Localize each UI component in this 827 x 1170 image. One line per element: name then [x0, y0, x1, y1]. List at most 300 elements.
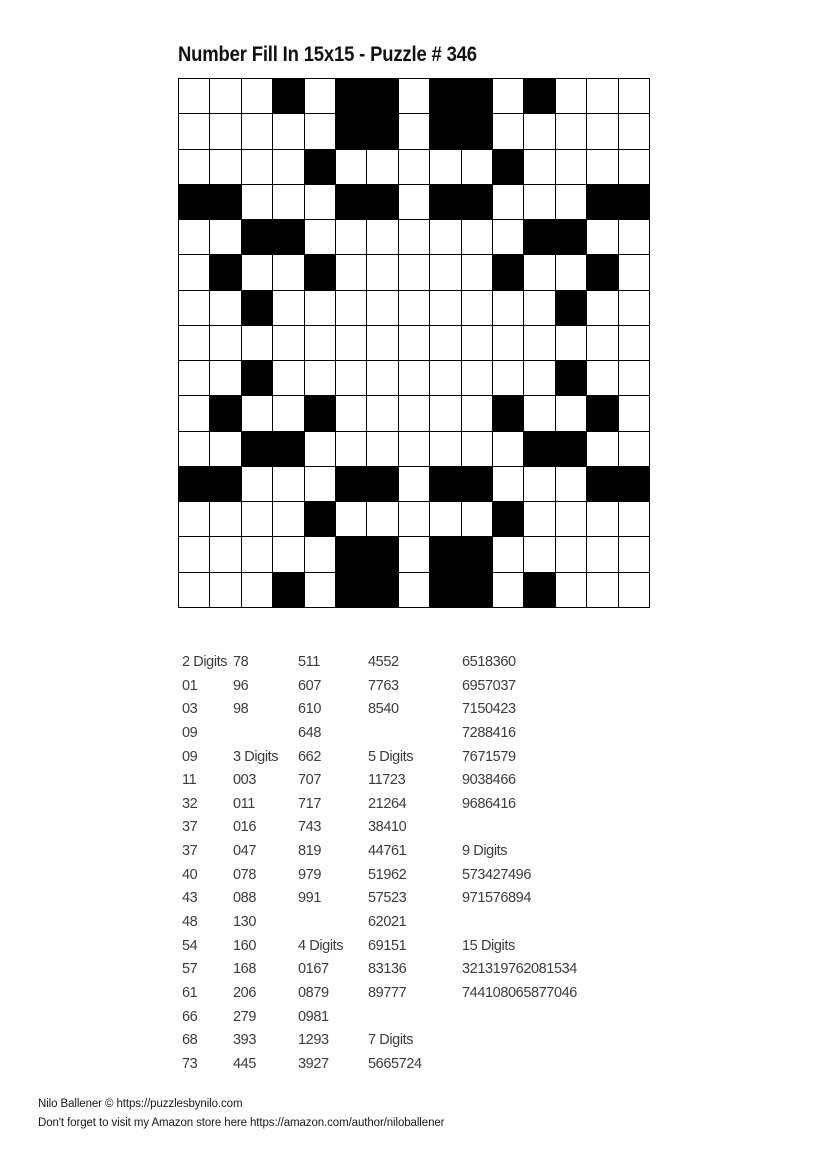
grid-cell-black — [524, 220, 554, 254]
grid-cell-black — [210, 467, 240, 501]
grid-cell[interactable] — [305, 537, 335, 571]
grid-cell[interactable] — [493, 291, 523, 325]
grid-cell[interactable] — [399, 537, 429, 571]
clue-entry: 51962 — [368, 866, 407, 883]
grid-cell[interactable] — [336, 150, 366, 184]
grid-cell[interactable] — [242, 537, 272, 571]
grid-cell[interactable] — [587, 537, 617, 571]
clue-entry: 98 — [233, 701, 249, 718]
grid-cell-black — [367, 185, 397, 219]
grid-cell[interactable] — [587, 79, 617, 113]
grid-cell[interactable] — [462, 150, 492, 184]
clue-entry: 38410 — [368, 819, 407, 836]
clue-entry: 744108065877046 — [462, 984, 577, 1001]
clue-entry: 573427496 — [462, 866, 531, 883]
grid-cell[interactable] — [336, 361, 366, 395]
clue-entry: 819 — [298, 843, 321, 860]
grid-cell[interactable] — [587, 326, 617, 360]
grid-cell[interactable] — [619, 255, 649, 289]
grid-cell[interactable] — [305, 220, 335, 254]
grid-cell[interactable] — [210, 79, 240, 113]
grid-cell[interactable] — [430, 396, 460, 430]
grid-cell[interactable] — [367, 255, 397, 289]
grid-cell[interactable] — [556, 114, 586, 148]
clue-entry: 1293 — [298, 1032, 329, 1049]
grid-cell[interactable] — [556, 573, 586, 607]
grid-cell[interactable] — [179, 396, 209, 430]
grid-cell[interactable] — [619, 432, 649, 466]
clue-entry: 0167 — [298, 961, 329, 978]
grid-cell[interactable] — [210, 326, 240, 360]
grid-cell[interactable] — [179, 502, 209, 536]
grid-cell[interactable] — [619, 291, 649, 325]
grid-cell-black — [493, 255, 523, 289]
grid-cell-black — [179, 185, 209, 219]
grid-cell[interactable] — [556, 326, 586, 360]
grid-cell-black — [367, 537, 397, 571]
clue-entry: 5665724 — [368, 1055, 422, 1072]
grid-cell[interactable] — [367, 502, 397, 536]
grid-cell[interactable] — [524, 291, 554, 325]
grid-cell[interactable] — [462, 361, 492, 395]
grid-cell[interactable] — [619, 573, 649, 607]
grid-cell[interactable] — [305, 79, 335, 113]
grid-cell[interactable] — [273, 255, 303, 289]
grid-cell[interactable] — [273, 114, 303, 148]
clue-spacer — [368, 1006, 422, 1030]
grid-cell[interactable] — [336, 220, 366, 254]
grid-cell-black — [273, 573, 303, 607]
clue-entry: 9038466 — [462, 772, 516, 789]
grid-cell[interactable] — [619, 326, 649, 360]
clue-entry: 6518360 — [462, 654, 516, 670]
grid-cell[interactable] — [619, 361, 649, 395]
grid-cell[interactable] — [462, 220, 492, 254]
grid-cell[interactable] — [242, 502, 272, 536]
clue-spacer — [462, 1053, 577, 1077]
grid-cell[interactable] — [524, 150, 554, 184]
grid-cell[interactable] — [430, 361, 460, 395]
grid-cell[interactable] — [556, 79, 586, 113]
clue-column — [462, 651, 577, 1077]
grid-cell-black — [210, 255, 240, 289]
grid-cell[interactable] — [210, 150, 240, 184]
grid-cell[interactable] — [399, 502, 429, 536]
clue-entry: 37 — [182, 819, 198, 836]
grid-cell[interactable] — [399, 326, 429, 360]
grid-cell[interactable] — [179, 220, 209, 254]
clue-column — [298, 651, 343, 1077]
grid-cell[interactable] — [305, 326, 335, 360]
clue-group-header: 5 Digits — [368, 748, 414, 765]
grid-cell[interactable] — [179, 114, 209, 148]
grid-cell-black — [462, 79, 492, 113]
grid-cell-black — [242, 291, 272, 325]
grid-cell[interactable] — [556, 467, 586, 501]
grid-cell[interactable] — [493, 326, 523, 360]
grid-cell-black — [493, 502, 523, 536]
clue-group-header: 3 Digits — [233, 748, 279, 765]
grid-cell[interactable] — [399, 361, 429, 395]
grid-cell[interactable] — [556, 396, 586, 430]
grid-cell-black — [619, 467, 649, 501]
grid-cell[interactable] — [399, 185, 429, 219]
clue-entry: 393 — [233, 1032, 256, 1049]
grid-cell[interactable] — [210, 361, 240, 395]
grid-cell-black — [336, 467, 366, 501]
grid-cell[interactable] — [399, 255, 429, 289]
grid-cell[interactable] — [242, 326, 272, 360]
grid-cell[interactable] — [619, 502, 649, 536]
grid-cell[interactable] — [179, 537, 209, 571]
grid-cell[interactable] — [493, 432, 523, 466]
clue-entry: 73 — [182, 1055, 198, 1072]
grid-cell[interactable] — [210, 537, 240, 571]
grid-cell[interactable] — [242, 114, 272, 148]
grid-cell-black — [556, 432, 586, 466]
grid-cell[interactable] — [210, 573, 240, 607]
grid-cell-black — [305, 502, 335, 536]
clue-entry: 7671579 — [462, 748, 516, 765]
clue-entry: 11 — [182, 772, 197, 789]
grid-cell[interactable] — [587, 220, 617, 254]
clue-column — [233, 651, 278, 1077]
grid-cell[interactable] — [305, 432, 335, 466]
clue-spacer — [368, 722, 422, 746]
clue-entry: 21264 — [368, 795, 407, 812]
grid-cell[interactable] — [336, 326, 366, 360]
clue-entry: 48 — [182, 914, 198, 931]
clue-entry: 088 — [233, 890, 256, 907]
clue-entry: 445 — [233, 1055, 256, 1072]
grid-cell[interactable] — [619, 79, 649, 113]
grid-cell[interactable] — [430, 150, 460, 184]
grid-cell[interactable] — [305, 467, 335, 501]
grid-cell-black — [242, 432, 272, 466]
grid-cell[interactable] — [399, 432, 429, 466]
grid-cell[interactable] — [399, 396, 429, 430]
grid-cell[interactable] — [399, 291, 429, 325]
grid-cell[interactable] — [367, 326, 397, 360]
grid-cell-black — [524, 573, 554, 607]
clue-entry: 511 — [298, 654, 320, 670]
grid-cell[interactable] — [210, 220, 240, 254]
grid-cell[interactable] — [587, 150, 617, 184]
clue-entry: 707 — [298, 772, 321, 789]
grid-cell-black — [556, 361, 586, 395]
clue-spacer — [462, 911, 577, 935]
grid-cell-black — [587, 185, 617, 219]
clue-entry: 43 — [182, 890, 198, 907]
grid-cell-black — [430, 114, 460, 148]
grid-cell[interactable] — [273, 361, 303, 395]
clue-entry: 047 — [233, 843, 256, 860]
grid-cell[interactable] — [242, 467, 272, 501]
grid-cell[interactable] — [462, 432, 492, 466]
grid-cell[interactable] — [273, 291, 303, 325]
grid-cell-black — [305, 396, 335, 430]
grid-cell-black — [619, 185, 649, 219]
clue-entry: 78 — [233, 654, 249, 670]
grid-cell[interactable] — [493, 220, 523, 254]
grid-cell[interactable] — [556, 502, 586, 536]
clue-group-header: 2 Digits — [182, 654, 228, 670]
clue-spacer — [462, 816, 577, 840]
grid-cell[interactable] — [493, 79, 523, 113]
clue-entry: 717 — [298, 795, 321, 812]
grid-cell[interactable] — [305, 573, 335, 607]
grid-cell[interactable] — [524, 114, 554, 148]
grid-cell[interactable] — [242, 79, 272, 113]
grid-cell[interactable] — [619, 537, 649, 571]
grid-cell[interactable] — [367, 432, 397, 466]
grid-cell[interactable] — [367, 150, 397, 184]
clue-entry: 69151 — [368, 937, 407, 954]
grid-cell[interactable] — [619, 220, 649, 254]
grid-cell[interactable] — [524, 467, 554, 501]
grid-cell-black — [462, 114, 492, 148]
grid-cell[interactable] — [462, 396, 492, 430]
grid-cell[interactable] — [524, 185, 554, 219]
grid-cell[interactable] — [399, 573, 429, 607]
clue-entry: 168 — [233, 961, 256, 978]
clue-entry: 9686416 — [462, 795, 516, 812]
clue-entry: 6957037 — [462, 677, 516, 694]
clue-entry: 3927 — [298, 1055, 329, 1072]
grid-cell[interactable] — [179, 361, 209, 395]
clue-entry: 89777 — [368, 984, 407, 1001]
clue-entry: 0879 — [298, 984, 329, 1001]
grid-cell[interactable] — [179, 79, 209, 113]
clue-entry: 09 — [182, 724, 198, 741]
clue-entry: 011 — [233, 795, 255, 812]
grid-cell[interactable] — [273, 467, 303, 501]
grid-cell[interactable] — [524, 255, 554, 289]
clue-entry: 7763 — [368, 677, 399, 694]
grid-cell[interactable] — [179, 291, 209, 325]
grid-cell-black — [273, 220, 303, 254]
grid-cell[interactable] — [493, 114, 523, 148]
clue-entry: 11723 — [368, 772, 406, 789]
clue-entry: 078 — [233, 866, 256, 883]
grid-cell[interactable] — [493, 361, 523, 395]
grid-cell[interactable] — [399, 114, 429, 148]
grid-cell[interactable] — [179, 255, 209, 289]
grid-cell[interactable] — [242, 396, 272, 430]
grid-cell[interactable] — [336, 396, 366, 430]
clue-entry: 83136 — [368, 961, 407, 978]
clue-entry: 130 — [233, 914, 256, 931]
grid-cell[interactable] — [179, 573, 209, 607]
grid-cell[interactable] — [242, 185, 272, 219]
grid-cell[interactable] — [179, 432, 209, 466]
grid-cell-black — [336, 185, 366, 219]
clue-entry: 32 — [182, 795, 198, 812]
clue-spacer — [462, 1006, 577, 1030]
grid-cell[interactable] — [587, 114, 617, 148]
clue-entry: 01 — [182, 677, 198, 694]
grid-cell[interactable] — [305, 185, 335, 219]
clue-entry: 971576894 — [462, 890, 531, 907]
grid-cell-black — [367, 467, 397, 501]
grid-cell-black — [305, 150, 335, 184]
grid-cell[interactable] — [273, 326, 303, 360]
grid-cell-black — [430, 79, 460, 113]
grid-cell[interactable] — [462, 326, 492, 360]
grid-cell[interactable] — [367, 361, 397, 395]
grid-cell[interactable] — [273, 502, 303, 536]
footer-author-line: Nilo Ballener © https://puzzlesbynilo.com — [38, 1098, 243, 1110]
clue-entry: 7288416 — [462, 724, 516, 741]
clue-entry: 40 — [182, 866, 198, 883]
grid-cell[interactable] — [399, 220, 429, 254]
grid-cell-black — [273, 432, 303, 466]
grid-cell[interactable] — [179, 326, 209, 360]
clue-column — [368, 651, 422, 1077]
grid-cell-black — [462, 537, 492, 571]
clue-entry: 66 — [182, 1008, 198, 1025]
grid-cell[interactable] — [273, 396, 303, 430]
grid-cell[interactable] — [399, 467, 429, 501]
clue-entry: 648 — [298, 724, 321, 741]
grid-cell[interactable] — [179, 150, 209, 184]
grid-cell-black — [462, 185, 492, 219]
puzzle-title: Number Fill In 15x15 - Puzzle # 346 — [178, 43, 477, 66]
grid-cell[interactable] — [524, 537, 554, 571]
grid-cell-black — [556, 220, 586, 254]
grid-cell-black — [242, 361, 272, 395]
grid-cell[interactable] — [524, 502, 554, 536]
grid-cell[interactable] — [524, 396, 554, 430]
grid-cell-black — [524, 432, 554, 466]
grid-cell[interactable] — [273, 185, 303, 219]
grid-cell[interactable] — [493, 185, 523, 219]
grid-cell-black — [462, 467, 492, 501]
grid-cell[interactable] — [336, 432, 366, 466]
grid-cell[interactable] — [524, 361, 554, 395]
grid-cell[interactable] — [619, 114, 649, 148]
grid-cell[interactable] — [399, 79, 429, 113]
grid-cell-black — [336, 537, 366, 571]
clue-entry: 54 — [182, 937, 198, 954]
grid-cell[interactable] — [273, 150, 303, 184]
grid-cell[interactable] — [493, 573, 523, 607]
grid-cell[interactable] — [493, 467, 523, 501]
footer-store-line: Don't forget to visit my Amazon store here https://amazon.com/author/niloballener — [38, 1117, 445, 1129]
grid-cell[interactable] — [556, 255, 586, 289]
grid-cell[interactable] — [524, 326, 554, 360]
grid-cell[interactable] — [619, 396, 649, 430]
clue-spacer — [298, 911, 343, 935]
grid-cell[interactable] — [273, 537, 303, 571]
grid-cell[interactable] — [305, 114, 335, 148]
grid-cell[interactable] — [305, 361, 335, 395]
clue-column — [182, 651, 227, 1077]
clue-group-header: 4 Digits — [298, 937, 344, 954]
grid-cell-black — [367, 573, 397, 607]
grid-cell[interactable] — [210, 114, 240, 148]
grid-cell[interactable] — [587, 573, 617, 607]
clue-entry: 62021 — [368, 914, 407, 931]
grid-cell-black — [587, 396, 617, 430]
grid-cell[interactable] — [587, 502, 617, 536]
grid-cell[interactable] — [242, 150, 272, 184]
grid-cell[interactable] — [587, 432, 617, 466]
grid-cell[interactable] — [619, 150, 649, 184]
grid-cell[interactable] — [493, 537, 523, 571]
clue-entry: 279 — [233, 1008, 256, 1025]
grid-cell[interactable] — [587, 291, 617, 325]
clue-group-header: 7 Digits — [368, 1032, 414, 1049]
grid-cell-black — [336, 79, 366, 113]
grid-cell[interactable] — [336, 291, 366, 325]
grid-cell[interactable] — [367, 291, 397, 325]
grid-cell[interactable] — [556, 537, 586, 571]
clue-entry: 37 — [182, 843, 198, 860]
clue-entry: 44761 — [368, 843, 407, 860]
grid-cell[interactable] — [430, 220, 460, 254]
grid-cell[interactable] — [242, 573, 272, 607]
grid-cell[interactable] — [242, 255, 272, 289]
clue-entry: 57 — [182, 961, 198, 978]
clue-entry: 09 — [182, 748, 198, 765]
grid-cell-black — [430, 537, 460, 571]
grid-cell-black — [430, 573, 460, 607]
grid-cell-black — [367, 114, 397, 148]
grid-cell-black — [179, 467, 209, 501]
grid-cell-black — [587, 255, 617, 289]
grid-cell[interactable] — [305, 291, 335, 325]
grid-cell[interactable] — [430, 326, 460, 360]
grid-cell-black — [556, 291, 586, 325]
clue-entry: 016 — [233, 819, 256, 836]
grid-cell[interactable] — [462, 502, 492, 536]
grid-cell[interactable] — [462, 255, 492, 289]
grid-cell-black — [493, 150, 523, 184]
grid-cell[interactable] — [367, 396, 397, 430]
grid-cell[interactable] — [430, 255, 460, 289]
grid-cell[interactable] — [210, 502, 240, 536]
clue-entry: 7150423 — [462, 701, 516, 718]
grid-cell-black — [430, 467, 460, 501]
grid-cell[interactable] — [399, 150, 429, 184]
clue-entry: 57523 — [368, 890, 407, 907]
grid-cell-black — [336, 114, 366, 148]
grid-cell[interactable] — [430, 502, 460, 536]
grid-cell[interactable] — [210, 432, 240, 466]
grid-cell[interactable] — [430, 432, 460, 466]
grid-cell[interactable] — [556, 185, 586, 219]
grid-cell[interactable] — [556, 150, 586, 184]
grid-cell-black — [210, 396, 240, 430]
grid-cell-black — [493, 396, 523, 430]
clue-entry: 96 — [233, 677, 249, 694]
grid-cell[interactable] — [336, 502, 366, 536]
grid-cell[interactable] — [210, 291, 240, 325]
clue-entry: 610 — [298, 701, 321, 718]
grid-cell[interactable] — [587, 361, 617, 395]
grid-cell[interactable] — [336, 255, 366, 289]
grid-cell[interactable] — [367, 220, 397, 254]
grid-cell-black — [462, 573, 492, 607]
grid-cell[interactable] — [462, 291, 492, 325]
footer — [38, 1095, 444, 1133]
clue-entry: 61 — [182, 984, 198, 1001]
grid-cell-black — [587, 467, 617, 501]
clue-entry: 607 — [298, 677, 321, 694]
grid-cell-black — [524, 79, 554, 113]
grid-cell[interactable] — [430, 291, 460, 325]
